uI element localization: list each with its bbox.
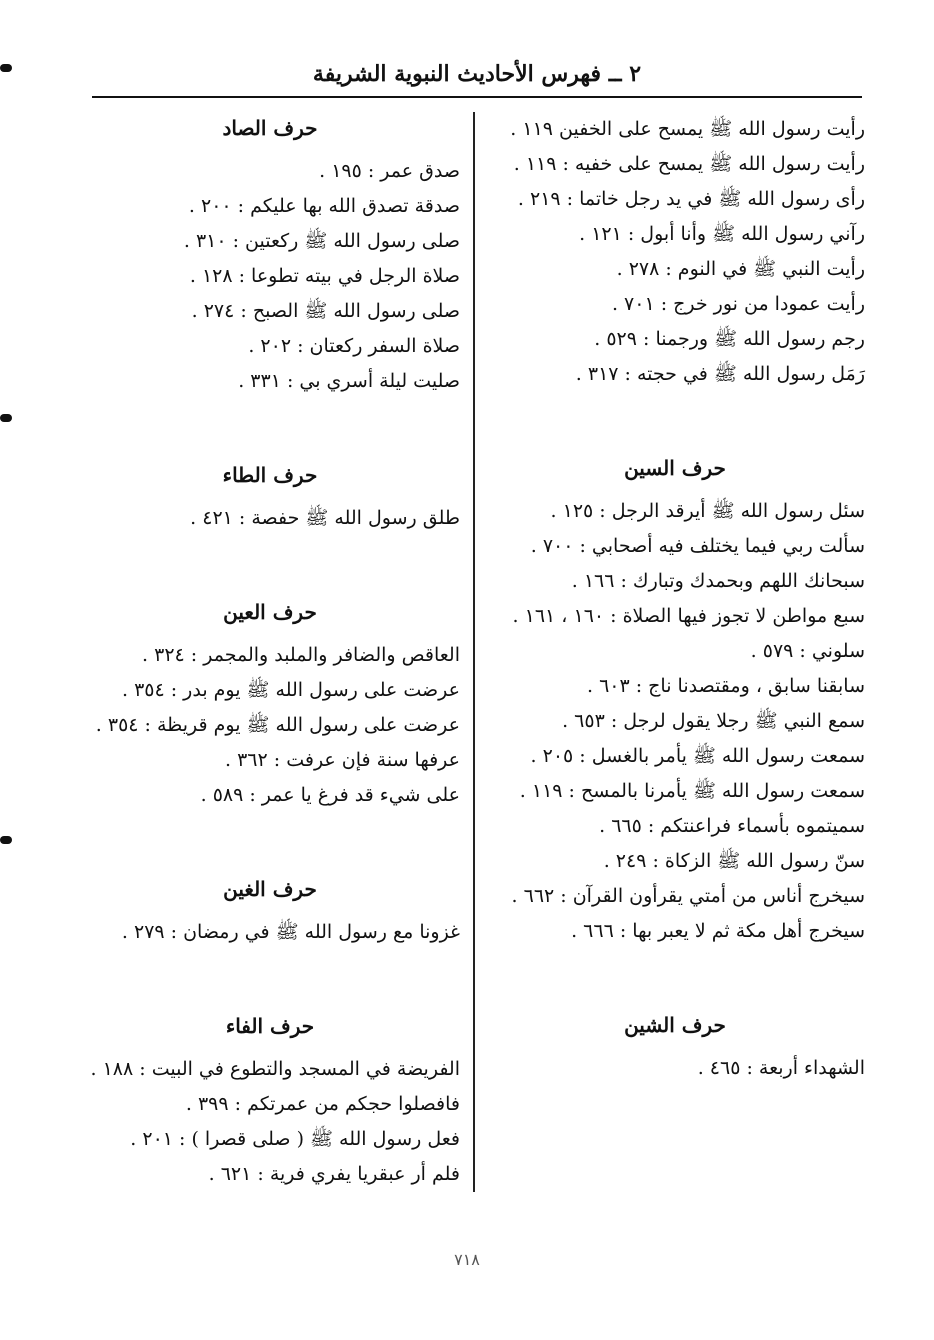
index-entry: عرضت على رسول الله ﷺ يوم بدر : ٣٥٤ . <box>121 679 460 701</box>
index-entry: سميتموه بأسماء فراعنتكم : ٦٦٥ . <box>599 815 865 837</box>
index-entry: سلوني : ٥٧٩ . <box>750 640 865 662</box>
index-entry: سابقنا سابق ، ومقتصدنا ناج : ٦٠٣ . <box>586 675 865 697</box>
section <box>485 112 865 392</box>
index-entry: صدق عمر : ١٩٥ . <box>319 160 460 182</box>
section <box>485 452 865 949</box>
index-entry: رأيت النبي ﷺ في النوم : ٢٧٨ . <box>616 258 865 280</box>
section-heading: حرف الفاء <box>225 1014 315 1038</box>
index-entry: صلى رسول الله ﷺ ركعتين : ٣١٠ . <box>183 230 460 252</box>
section-gap <box>80 813 460 873</box>
section-gap <box>485 949 865 1009</box>
index-entry: سنّ رسول الله ﷺ الزكاة : ٢٤٩ . <box>603 850 865 872</box>
index-entry: سألت ربي فيما يختلف فيه أصحابي : ٧٠٠ . <box>530 535 865 557</box>
index-entry: على شيء قد فرغ يا عمر : ٥٨٩ . <box>200 784 460 806</box>
index-entry: صليت ليلة أسري بي : ٣٣١ . <box>238 370 460 392</box>
index-entry: سمعت رسول الله ﷺ يأمر بالغسل : ٢٠٥ . <box>530 745 865 767</box>
column-divider <box>473 112 475 1192</box>
section-heading: حرف الشين <box>624 1013 726 1037</box>
section <box>80 596 460 813</box>
index-entry: رأيت رسول الله ﷺ يمسح على خفيه : ١١٩ . <box>513 153 865 175</box>
section-heading: حرف السين <box>624 456 726 480</box>
index-entry: الفريضة في المسجد والتطوع في البيت : ١٨٨ . <box>90 1058 460 1080</box>
page-title: ٢ ــ فهرس الأحاديث النبوية الشريفة <box>312 61 642 87</box>
index-entry: الشهداء أربعة : ٤٦٥ . <box>697 1057 865 1079</box>
index-entry: سمعت رسول الله ﷺ يأمرنا بالمسح : ١١٩ . <box>519 780 865 802</box>
index-entry: صلاة الرجل في بيته تطوعا : ١٢٨ . <box>189 265 460 287</box>
right-column <box>485 112 865 1086</box>
section-gap <box>485 392 865 452</box>
index-entry: سئل رسول الله ﷺ أيرقد الرجل : ١٢٥ . <box>550 500 865 522</box>
index-entry: صلى رسول الله ﷺ الصبح : ٢٧٤ . <box>191 300 460 322</box>
index-entry: رأيت عمودا من نور خرج : ٧٠١ . <box>611 293 865 315</box>
index-entry: عرفها سنة فإن عرفت : ٣٦٢ . <box>225 749 460 771</box>
section <box>485 1009 865 1086</box>
index-entry: سبحانك اللهم وبحمدك وتبارك : ١٦٦ . <box>571 570 865 592</box>
index-entry: فلم أر عبقريا يفري فرية : ٦٢١ . <box>208 1163 460 1185</box>
index-entry: فعل رسول الله ﷺ ( صلى قصرا ) : ٢٠١ . <box>130 1128 460 1150</box>
index-entry: العاقص والضافر والملبد والمجمر : ٣٢٤ . <box>142 644 460 666</box>
index-entry: سبع مواطن لا تجوز فيها الصلاة : ١٦٠ ، ١٦١ . <box>512 605 865 627</box>
index-entry: طلق رسول الله ﷺ حفصة : ٤٢١ . <box>190 507 460 529</box>
section <box>80 112 460 399</box>
index-entry: فافصلوا حجكم من عمرتكم : ٣٩٩ . <box>185 1093 460 1115</box>
index-entry: رآني رسول الله ﷺ وأنا أبول : ١٢١ . <box>579 223 865 245</box>
index-entry: رجم رسول الله ﷺ ورجمنا : ٥٢٩ . <box>594 328 865 350</box>
section-heading: حرف الغين <box>223 877 317 901</box>
section <box>80 459 460 536</box>
index-entry: سيخرج أناس من أمتي يقرأون القرآن : ٦٦٢ . <box>511 885 865 907</box>
section-heading: حرف الطاء <box>222 463 318 487</box>
scan-edge-mark-top <box>0 64 12 72</box>
section-gap <box>80 536 460 596</box>
left-column <box>80 112 460 1192</box>
section-gap <box>80 950 460 1010</box>
page-header <box>92 52 862 98</box>
scan-edge-mark-middle <box>0 414 12 422</box>
index-entry: صدقة تصدق الله بها عليكم : ٢٠٠ . <box>188 195 460 217</box>
section-heading: حرف العين <box>223 600 317 624</box>
index-entry: رأيت رسول الله ﷺ يمسح على الخفين ١١٩ . <box>510 118 865 140</box>
scan-edge-mark-lower <box>0 836 12 844</box>
index-entry: صلاة السفر ركعتان : ٢٠٢ . <box>248 335 460 357</box>
index-entry: عرضت على رسول الله ﷺ يوم قريظة : ٣٥٤ . <box>95 714 460 736</box>
index-entry: سمع النبي ﷺ رجلا يقول لرجل : ٦٥٣ . <box>562 710 865 732</box>
index-entry: رأى رسول الله ﷺ في يد رجل خاتما : ٢١٩ . <box>517 188 865 210</box>
index-entry: رَمَل رسول الله ﷺ في حجته : ٣١٧ . <box>575 363 865 385</box>
section <box>80 1010 460 1192</box>
section-heading: حرف الصاد <box>222 116 318 140</box>
index-entry: غزونا مع رسول الله ﷺ في رمضان : ٢٧٩ . <box>121 921 460 943</box>
index-entry: سيخرج أهل مكة ثم لا يعبر بها : ٦٦٦ . <box>571 920 865 942</box>
section-gap <box>80 399 460 459</box>
page-number: ٧١٨ <box>454 1250 480 1269</box>
section <box>80 873 460 950</box>
